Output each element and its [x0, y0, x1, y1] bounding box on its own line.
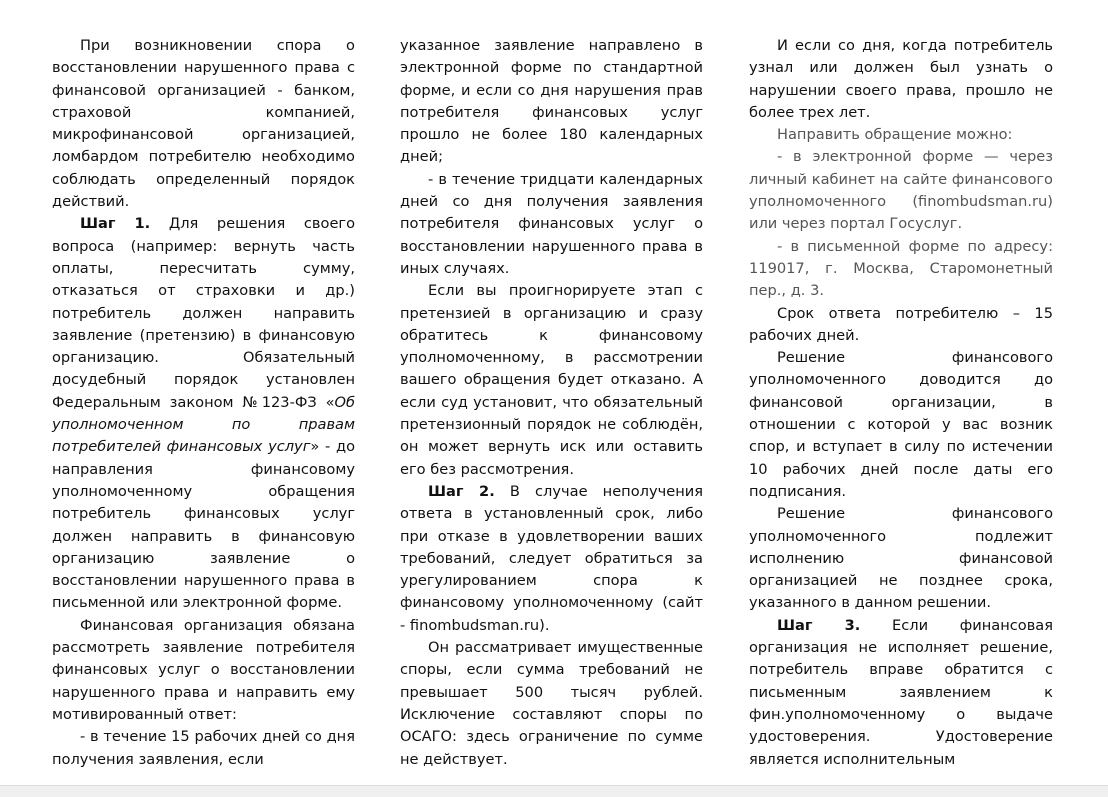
paragraph-step-2 — [400, 481, 703, 637]
text-column-2 — [400, 35, 703, 771]
step-2-heading: Шаг 2. — [428, 482, 495, 500]
paragraph-warning: Если вы проигнорируете этап с претензией в организацию и сразу обратитесь к финансовому уполномоченному, в рассмотрении вашего обращения будет отказано. А если суд установит, что обязательный претензионный порядок не соблюдён, он может вернуть иск или оставить его без рассмотрения. — [400, 282, 703, 478]
paragraph-response-term: Срок ответа потребителю – 15 рабочих дней. — [749, 304, 1053, 344]
paragraph-decision-effect: Решение финансового уполномоченного доводится до финансовой организации, в отношении с которой у вас возник спор, и вступает в силу по истечении 10 рабочих дней после даты его подписания. — [749, 349, 1053, 500]
paragraph-claims-limit: Он рассматривает имущественные споры, если сумма требований не превышает 500 тысяч рублей. Исключение составляют споры по ОСАГО: здесь ограничение по сумме не действует. — [400, 639, 703, 768]
paragraph-term-30-days: - в течение тридцати календарных дней со дня получения заявления потребителя финансовых услуг о восстановлении нарушенного права в иных случаях. — [400, 170, 703, 277]
step-2-text: В случае неполучения ответа в установленный срок, либо при отказе в удовлетворении ваших требований, следует обратиться за урегулированием спора к финансовому уполномоченному (сайт - finombudsman.ru). — [400, 482, 704, 634]
paragraph-decision-execution: Решение финансового уполномоченного подлежит исполнению финансовой организацией не позднее срока, указанного в данном решении. — [749, 505, 1053, 612]
viewer-bottom-bar — [0, 785, 1108, 797]
paragraph-step-1 — [52, 213, 355, 614]
law-title: Об уполномоченном по правам потребителей финансовых услуг — [52, 393, 355, 456]
paragraph-written-form: - в письменной форме по адресу: 119017, г. Москва, Старомонетный пер., д. 3. — [749, 237, 1053, 300]
step-3-heading: Шаг 3. — [777, 616, 861, 634]
paragraph-how-to-apply: Направить обращение можно: — [777, 126, 1013, 144]
text-column-1 — [52, 35, 355, 771]
step-1-text-end: » - до направления финансовому уполномоченному обращения потребитель финансовых услуг должен направить в финансовую организацию заявление о восстановлении нарушенного права в письменной или электронной форме. — [52, 438, 355, 612]
paragraph-term-15-days: - в течение 15 рабочих дней со дня получения заявления, если — [52, 728, 355, 768]
paragraph-step-3 — [749, 615, 1053, 771]
paragraph-electronic-form: - в электронной форме — через личный кабинет на сайте финансового уполномоченного (finombudsman.ru) или через портал Госуслуг. — [749, 148, 1053, 233]
paragraph-term-continued: указанное заявление направлено в электронной форме по стандартной форме, и если со дня нарушения прав потребителя финансовых услуг прошло не более 180 календарных дней; — [400, 37, 703, 166]
step-1-text: Для решения своего вопроса (например: вернуть часть оплаты, пересчитать сумму, отказаться от страховки и др.) потребитель должен направить заявление (претензию) в финансовую организацию. Обязательный досудебный порядок установлен Федеральным законом №123-ФЗ « — [52, 215, 356, 411]
paragraph-intro: При возникновении спора о восстановлении нарушенного права с финансовой организацией - банком, страховой компанией, микрофинансовой организацией, ломбардом потребителю необходимо соблюдать определенный порядок действий. — [52, 37, 355, 211]
paragraph-obligation: Финансовая организация обязана рассмотреть заявление потребителя финансовых услуг о восстановлении нарушенного права и направить ему мотивированный ответ: — [52, 616, 355, 723]
text-column-3 — [749, 35, 1053, 771]
paragraph-three-years: И если со дня, когда потребитель узнал или должен был узнать о нарушении своего права, прошло не более трех лет. — [749, 37, 1053, 121]
step-1-heading: Шаг 1. — [80, 215, 151, 233]
step-3-text: Если финансовая организация не исполняет решение, потребитель вправе обратится с письменным заявлением к фин.уполномоченному о выдаче удостоверения. Удостоверение является исполнительным — [749, 616, 1054, 768]
